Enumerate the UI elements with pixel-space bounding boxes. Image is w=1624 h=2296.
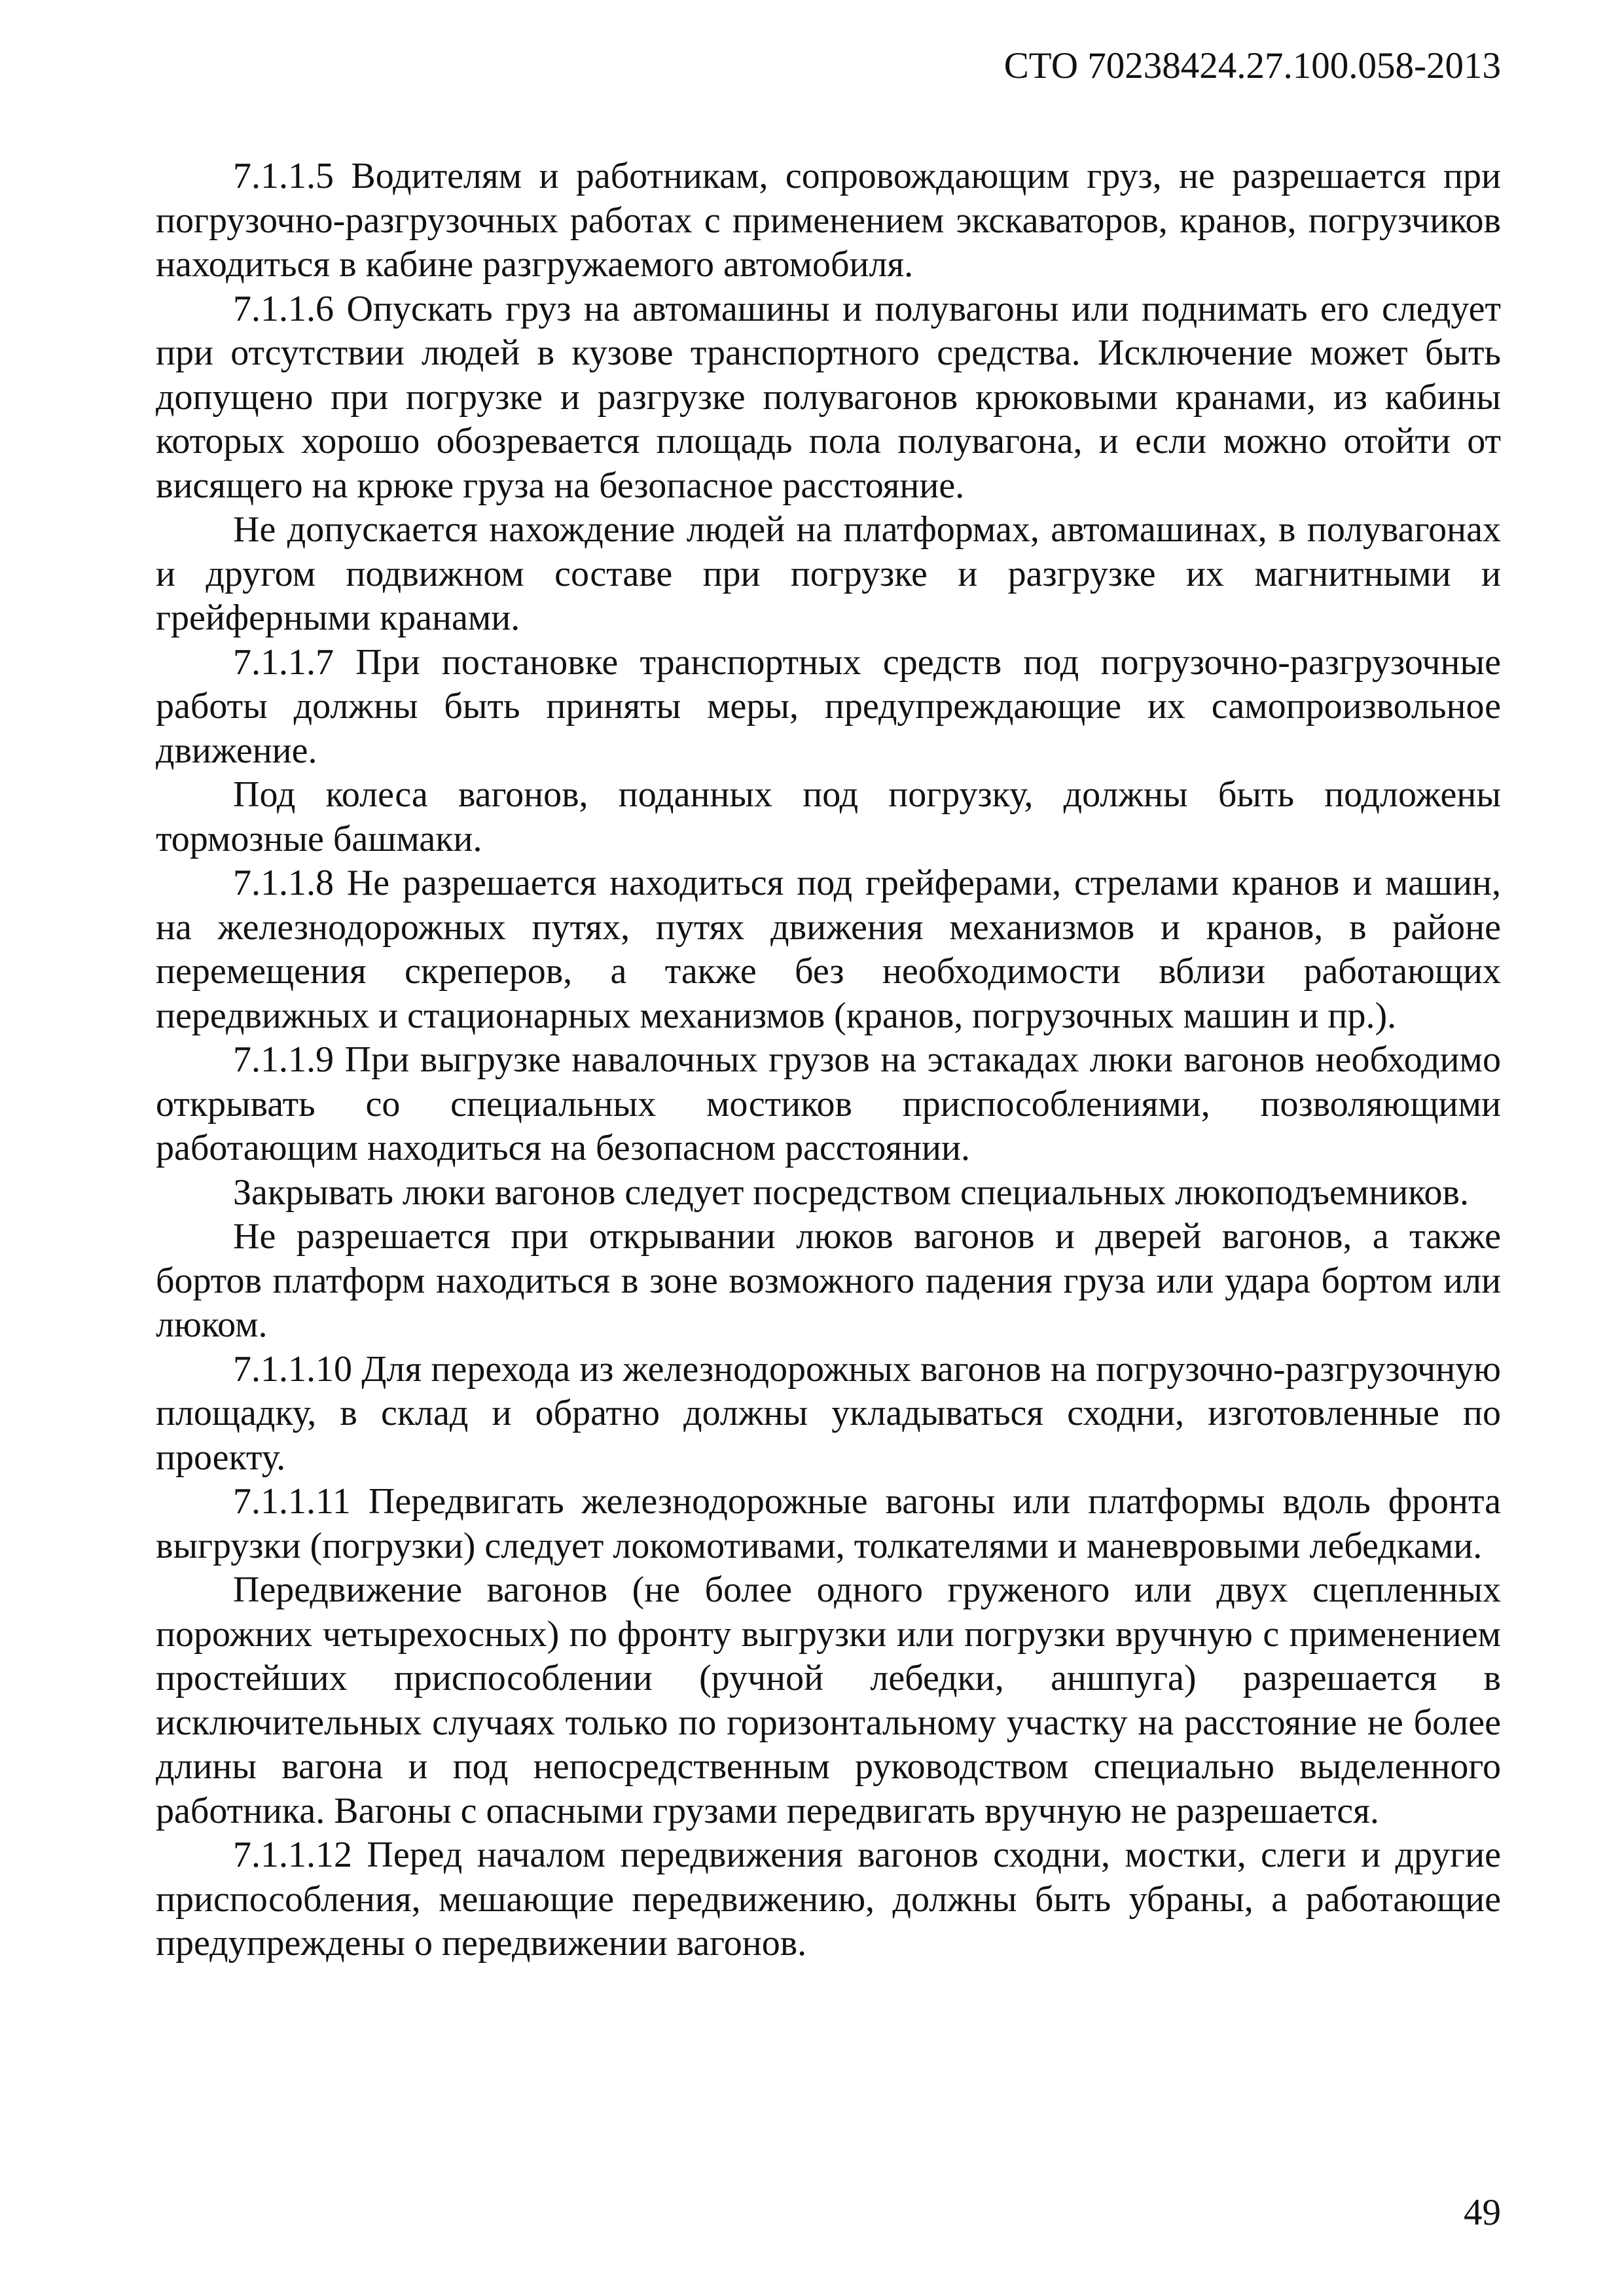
paragraph-7-1-1-9-continued-a: Закрывать люки вагонов следует посредством специальных люкоподъемников. <box>233 1172 1469 1213</box>
paragraph-7-1-1-7-continued: Под колеса вагонов, поданных под погрузку, должны быть подложены тормозные башмаки. <box>156 774 1501 859</box>
paragraph-7-1-1-8: 7.1.1.8 Не разрешается находиться под грейферами, стрелами кранов и машин, на железнодорожных путях, путях движения механизмов и кранов, в районе перемещения скреперов, а также без необходимости вблизи работающих передвижных и стационарных механизмов (кранов, погрузочных машин и пр.). <box>156 863 1501 1036</box>
paragraph-7-1-1-11-continued: Передвижение вагонов (не более одного груженого или двух сцепленных порожних четырехосных) по фронту выгрузки или погрузки вручную с применением простейших приспособлении (ручной лебедки, аншпуга) разрешается в исключительных случаях только по горизонтальному участку на расстояние не более длины вагона и под непосредственным руководством специально выделенного работника. Вагоны с опасными грузами передвигать вручную не разрешается. <box>156 1570 1501 1831</box>
paragraph-7-1-1-9-continued-b: Не разрешается при открывании люков вагонов и дверей вагонов, а также бортов платформ находиться в зоне возможного падения груза или удара бортом или люком. <box>156 1216 1501 1345</box>
paragraph-7-1-1-6: 7.1.1.6 Опускать груз на автомашины и полувагоны или поднимать его следует при отсутствии людей в кузове транспортного средства. Исключение может быть допущено при погрузке и разгрузке полувагонов крюковыми кранами, из кабины которых хорошо обозревается площадь пола полувагона, и если можно отойти от висящего на крюке груза на безопасное расстояние. <box>156 288 1501 506</box>
paragraph-7-1-1-5: 7.1.1.5 Водителям и работникам, сопровождающим груз, не разрешается при погрузочно-разгрузочных работах с применением экскаваторов, кранов, погрузчиков находиться в кабине разгружаемого автомобиля. <box>156 156 1501 285</box>
paragraph-7-1-1-10: 7.1.1.10 Для перехода из железнодорожных вагонов на погрузочно-разгрузочную площадку, в склад и обратно должны укладываться сходни, изготовленные по проекту. <box>156 1348 1501 1478</box>
paragraph-7-1-1-7: 7.1.1.7 При постановке транспортных средств под погрузочно-разгрузочные работы должны быть приняты меры, предупреждающие их самопроизвольное движение. <box>156 641 1501 771</box>
paragraph-7-1-1-9: 7.1.1.9 При выгрузке навалочных грузов на эстакадах люки вагонов необходимо открывать со специальных мостиков приспособлениями, позволяющими работающим находиться на безопасном расстоянии. <box>156 1039 1501 1168</box>
document-body <box>156 154 1501 1966</box>
page-number: 49 <box>1464 2192 1501 2233</box>
paragraph-7-1-1-11: 7.1.1.11 Передвигать железнодорожные вагоны или платформы вдоль фронта выгрузки (погрузки) следует локомотивами, толкателями и маневровыми лебедками. <box>156 1481 1501 1566</box>
paragraph-7-1-1-12: 7.1.1.12 Перед началом передвижения вагонов сходни, мостки, слеги и другие приспособления, мешающие передвижению, должны быть убраны, а работающие предупреждены о передвижении вагонов. <box>156 1835 1501 1964</box>
document-code-header: СТО 70238424.27.100.058-2013 <box>1003 45 1501 86</box>
paragraph-7-1-1-6-continued: Не допускается нахождение людей на платформах, автомашинах, в полувагонах и другом подвижном составе при погрузке и разгрузке их магнитными и грейферными кранами. <box>156 509 1501 638</box>
